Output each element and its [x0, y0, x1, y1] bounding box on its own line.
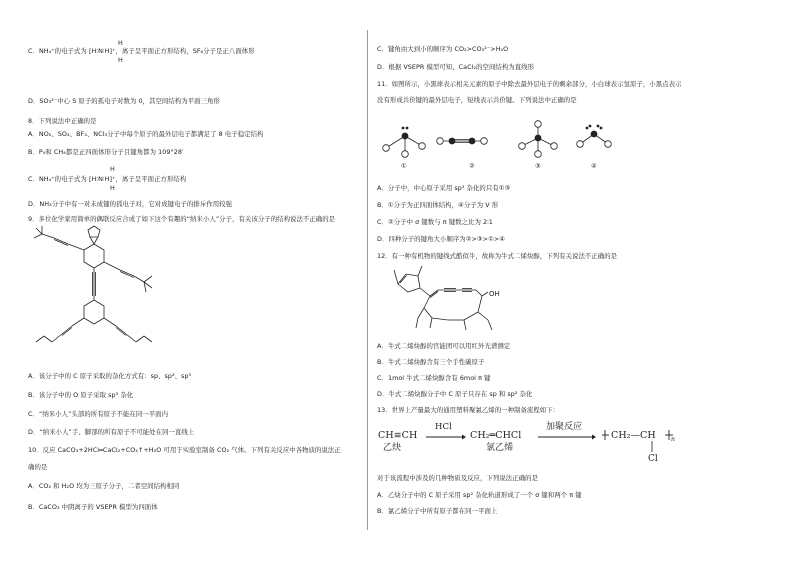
q9-option-d: D．“纳米小人”手、脚部的所有原子不可能处在同一直线上: [28, 428, 195, 436]
q12-option-a: A．牛式二烯炔醇的官能团可以用红外光谱测定: [377, 342, 511, 350]
q11-stem-line2: 没有形成共价键的最外层电子，短线表示共价键。下列说法中正确的是: [377, 96, 577, 104]
q13-option-a: A．乙炔分子中的 C 原子采用 sp² 杂化轨道形成了一个 σ 键和两个 π 键: [377, 491, 582, 499]
rx-arrow-2: [538, 434, 596, 440]
q11-molecule-figures: [372, 118, 612, 173]
q12-option-b: B．牛式二烯炔醇含有三个手性碳原子: [377, 358, 485, 366]
q11-label-4: ④: [591, 162, 597, 170]
q8c-h-top: H: [110, 165, 115, 173]
q11-label-2: ②: [469, 162, 475, 170]
q7-option-c: C．NH₄⁺的电子式为 [H∶N∶H]⁺，离子呈平面正方形结构，SF₆分子是正八面体形: [28, 47, 255, 55]
rx-vinyl-chloride: CH₂═CHCl: [470, 430, 522, 441]
rx-polymer-n: n: [671, 436, 675, 443]
q10-option-d: D．根据 VSEPR 模型可知，CaCl₂的空间结构为直线形: [377, 63, 535, 71]
q10-stem-line1: 10．反应 CaCO₃+2HCl═CaCl₂+CO₂↑+H₂O 可用于实验室制备 CO₂ 气体。下列有关反应中各物质的说法正: [28, 446, 341, 454]
q9-stem: 9．多位化学家用简单的偶联反应合成了如下这个有趣的“纳米小人”分子，有关该分子的结构说法不正确的是: [28, 215, 336, 223]
rx-arrow-1: [426, 434, 466, 440]
q7-option-d: D．SO₃²⁻中心 S 原子的孤电子对数为 0，其空间结构为平面三角形: [28, 97, 220, 105]
rx-hcl-reagent: HCl: [435, 422, 452, 432]
molecule-4: [577, 125, 612, 147]
rx-polymerization-condition: 加聚反应: [546, 422, 583, 432]
q12-option-d: D．牛式二烯炔醇分子中 C 原子只存在 sp 和 sp² 杂化: [377, 390, 533, 398]
q10-option-a: A．CO₂ 和 H₂O 均为三原子分子，二者空间结构相同: [28, 482, 180, 490]
q12-stem: 12．有一种有机物的键线式酷似牛，故称为牛式二烯炔醇，下列有关说法不正确的是: [377, 252, 618, 260]
column-divider: [367, 30, 368, 530]
molecule-1: [383, 127, 426, 157]
q11-option-a: A．分子中，中心原子采用 sp³ 杂化的只有①③: [377, 184, 511, 192]
rx-polymer-cl: Cl: [648, 454, 658, 464]
q13-note: 对于该流程中涉及的几种物质及反应，下列说法正确的是: [377, 474, 539, 482]
q8-option-d: D．NH₃分子中有一对未成键的孤电子对，它对成键电子的排斥作用较强: [28, 200, 233, 208]
rx-vinyl-chloride-name: 氯乙烯: [486, 443, 514, 453]
q12-option-c: C．1mol 牛式二烯炔醇含有 6mol π 键: [377, 374, 491, 382]
q11-option-b: B．①分子为正四面体结构，④分子为 V 形: [377, 201, 499, 209]
q9-option-a: A．该分子中的 C 原子采取的杂化方式有：sp、sp²、sp³: [28, 372, 192, 380]
rx-acetylene-name: 乙炔: [383, 443, 402, 453]
q13-stem: 13．世界上产量最大的通用塑料聚氯乙烯的一种制备流程如下：: [377, 406, 560, 414]
nh4-h-top: H: [118, 39, 123, 47]
q11-stem-line1: 11．如图所示，小黑球表示相关元素的原子中除去最外层电子的剩余部分，小白球表示氢原子，小黑点表示: [377, 80, 682, 88]
molecule-2: [437, 138, 488, 145]
q13-option-b: B．氯乙烯分子中所有原子都在同一平面上: [377, 507, 498, 515]
nh4-h-bottom: H: [118, 56, 123, 64]
q10-option-b: B．CaCO₃ 中阴离子的 VSEPR 模型为四面体: [28, 503, 158, 511]
q11-label-3: ③: [535, 162, 541, 170]
q12-oh-label: OH: [489, 290, 500, 298]
q11-option-c: C．②分子中 σ 键数与 π 键数之比为 2∶1: [377, 218, 493, 226]
q8-stem: 8．下列说法中正确的是: [28, 117, 97, 125]
q8-option-a: A．NO₂、SO₂、BF₃、NCl₃分子中每个原子的最外层电子都满足了 8 电子稳定结构: [28, 130, 264, 138]
rx-polymer: CH₂—CH: [611, 430, 656, 441]
q11-label-1: ①: [401, 162, 407, 170]
q8-option-c: C．NH₄⁺的电子式为 [H∶N∶H]⁺，离子呈平面正方形结构: [28, 175, 187, 183]
q9-option-c: C．“纳米小人”头部的所有原子不能在同一平面内: [28, 410, 169, 418]
q9-option-b: B．该分子中的 O 原子采取 sp³ 杂化: [28, 391, 134, 399]
q8-option-b: B．P₄和 CH₄都是正四面体形分子且键角都为 109°28′: [28, 148, 184, 156]
q10-option-c: C．键角由大到小的顺序为 CO₂>CO₃²⁻>H₂O: [377, 45, 509, 53]
q8c-h-bottom: H: [110, 184, 115, 192]
q10-stem-line2: 确的是: [28, 463, 48, 471]
molecule-3: [519, 121, 558, 158]
nanoputian-structure: [28, 224, 168, 359]
rx-acetylene: CH≡CH: [378, 430, 418, 441]
q11-option-d: D．四种分子的键角大小顺序为②>③>①>④: [377, 235, 506, 243]
